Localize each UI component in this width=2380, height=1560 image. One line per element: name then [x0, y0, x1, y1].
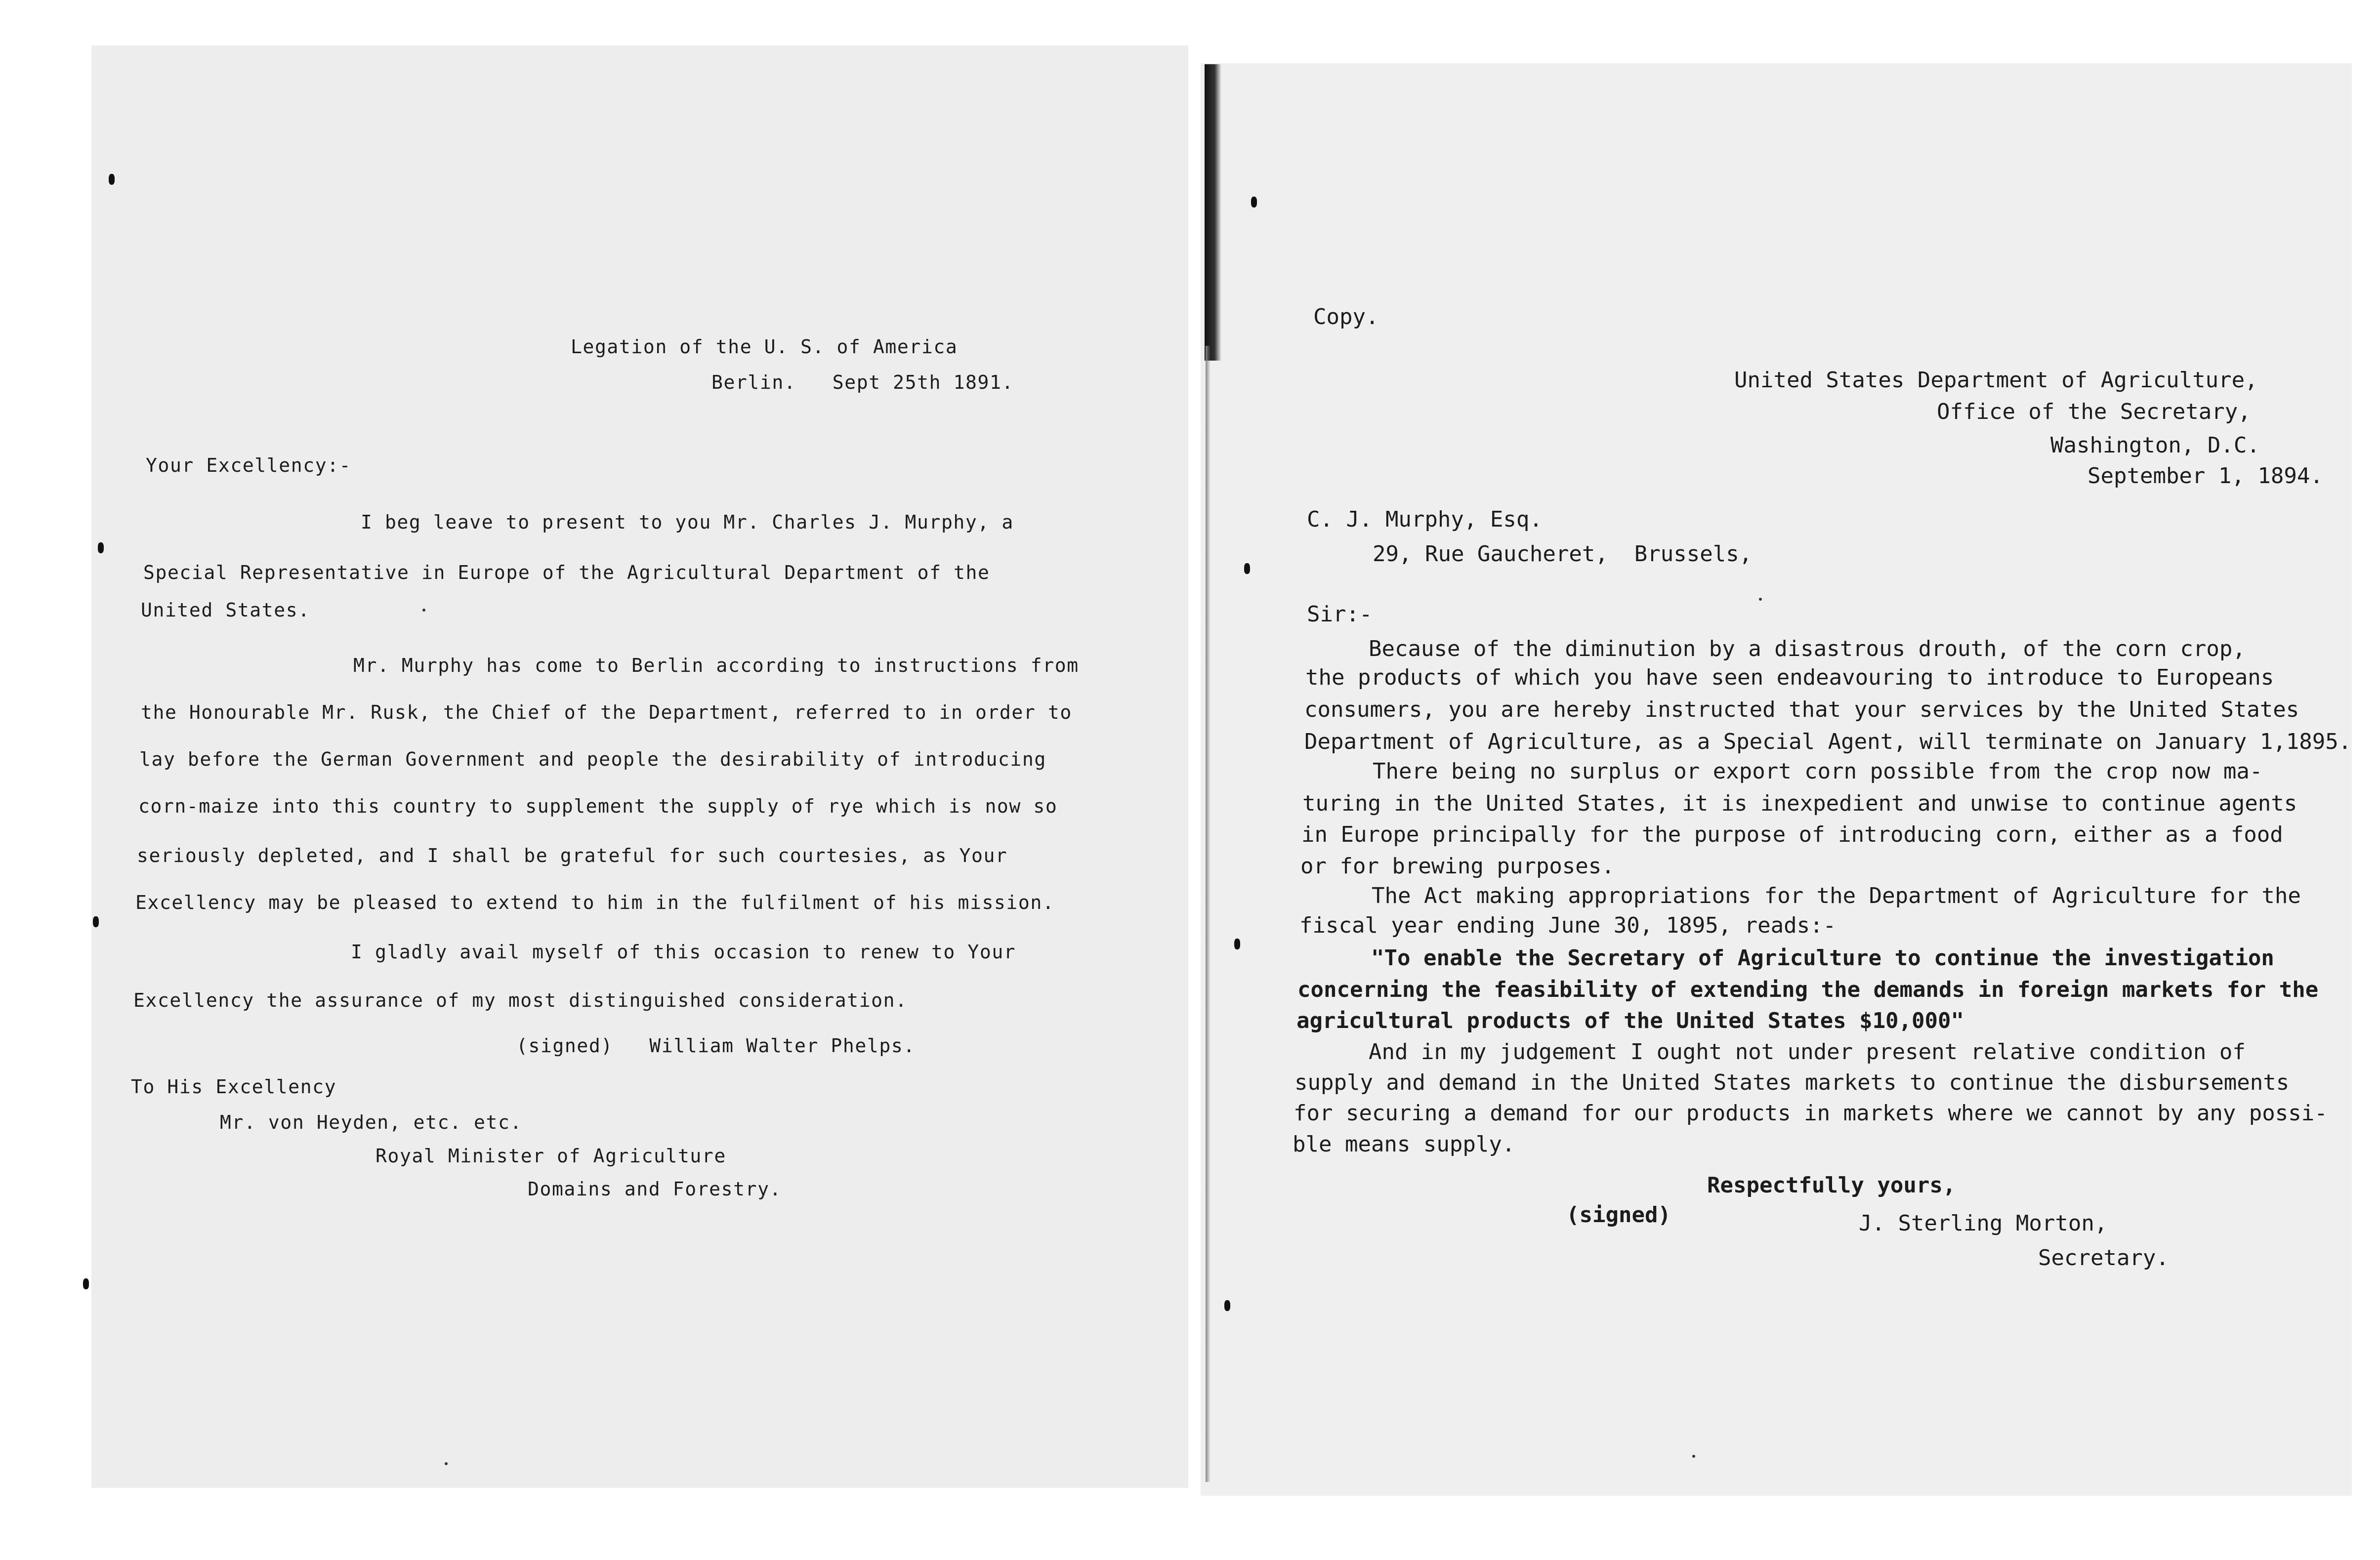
body-line: supply and demand in the United States markets to continue the disbursements — [1294, 1070, 2290, 1095]
body-line: concerning the feasibility of extending the demands in foreign markets for the — [1297, 977, 2319, 1002]
body-line: United States. — [141, 599, 310, 621]
binding-hole-mark — [109, 174, 115, 185]
body-line: There being no surplus or export corn possible from the crop now ma- — [1373, 759, 2263, 784]
page-spine-edge — [1206, 346, 1211, 1482]
address-line: Mr. von Heyden, etc. etc. — [220, 1111, 522, 1133]
address-line: To His Excellency — [131, 1076, 337, 1098]
binding-hole-mark — [1234, 939, 1240, 949]
body-line: ble means supply. — [1293, 1132, 1515, 1157]
signed-label: (signed) — [1566, 1202, 1671, 1228]
letterhead-line: Office of the Secretary, — [1937, 399, 2251, 424]
recipient-line: C. J. Murphy, Esq. — [1307, 507, 1543, 532]
body-line: lay before the German Government and people the desirability of introducing — [139, 748, 1046, 770]
body-line: the products of which you have seen endeavouring to introduce to Europeans — [1305, 665, 2274, 690]
binding-hole-mark — [93, 916, 99, 927]
body-line: Department of Agriculture, as a Special Agent, will terminate on January 1,1895. — [1304, 729, 2352, 754]
body-line: I beg leave to present to you Mr. Charles J. Murphy, a — [361, 511, 1014, 533]
body-line: corn-maize into this country to supplement the supply of rye which is now so — [138, 795, 1058, 817]
paper-speck — [1692, 1455, 1695, 1458]
body-line: I gladly avail myself of this occasion to renew to Your — [351, 941, 1016, 963]
body-line: turing in the United States, it is inexpedient and unwise to continue agents — [1302, 791, 2297, 816]
body-line: "To enable the Secretary of Agriculture to continue the investigation — [1371, 945, 2274, 971]
body-line: the Honourable Mr. Rusk, the Chief of the Department, referred to in order to — [141, 701, 1072, 723]
body-line: Special Representative in Europe of the Agricultural Department of the — [143, 562, 990, 583]
binding-hole-mark — [1244, 563, 1250, 574]
body-line: The Act making appropriations for the Department of Agriculture for the — [1372, 883, 2301, 908]
letter-date: September 1, 1894. — [2088, 463, 2323, 489]
body-line: Excellency the assurance of my most distinguished consideration. — [133, 989, 908, 1011]
binding-hole-mark — [1224, 1300, 1230, 1311]
body-line: Mr. Murphy has come to Berlin according to instructions from — [353, 655, 1079, 676]
body-line: agricultural products of the United States $10,000" — [1296, 1008, 1964, 1033]
letter-place-date: Berlin. Sept 25th 1891. — [711, 371, 1014, 393]
body-line: Because of the diminution by a disastrous drouth, of the corn crop, — [1369, 636, 2246, 661]
binding-hole-mark — [98, 542, 104, 553]
salutation: Sir:- — [1307, 602, 1373, 627]
copy-label: Copy. — [1313, 304, 1379, 329]
recipient-line: 29, Rue Gaucheret, Brussels, — [1373, 541, 1753, 567]
closing-line: Respectfully yours, — [1707, 1173, 1956, 1198]
signer-name: J. Sterling Morton, — [1859, 1211, 2108, 1236]
paper-speck — [445, 1462, 448, 1465]
body-line: fiscal year ending June 30, 1895, reads:- — [1299, 913, 1837, 938]
body-line: in Europe principally for the purpose of introducing corn, either as a food — [1301, 822, 2283, 847]
binding-hole-mark — [1251, 197, 1257, 207]
page-spine-shadow — [1205, 64, 1221, 361]
letterhead-line: United States Department of Agriculture, — [1734, 368, 2258, 393]
body-line: consumers, you are hereby instructed that your services by the United States — [1304, 697, 2299, 722]
paper-speck — [1759, 598, 1762, 601]
binding-hole-mark — [83, 1278, 89, 1289]
address-line: Domains and Forestry. — [528, 1178, 782, 1200]
legation-heading: Legation of the U. S. of America — [571, 336, 958, 358]
body-line: Excellency may be pleased to extend to him in the fulfilment of his mission. — [135, 892, 1055, 913]
address-line: Royal Minister of Agriculture — [376, 1145, 726, 1167]
letterhead-line: Washington, D.C. — [2050, 433, 2260, 458]
body-line: for securing a demand for our products in markets where we cannot by any possi- — [1294, 1101, 2328, 1126]
paper-speck — [422, 609, 425, 612]
signer-title: Secretary. — [2038, 1245, 2169, 1271]
salutation: Your Excellency:- — [146, 454, 352, 476]
body-line: or for brewing purposes. — [1300, 854, 1615, 879]
body-line: seriously depleted, and I shall be grateful for such courtesies, as Your — [137, 845, 1008, 866]
signature-line: (signed) William Walter Phelps. — [516, 1035, 916, 1057]
body-line: And in my judgement I ought not under present relative condition of — [1369, 1039, 2246, 1065]
